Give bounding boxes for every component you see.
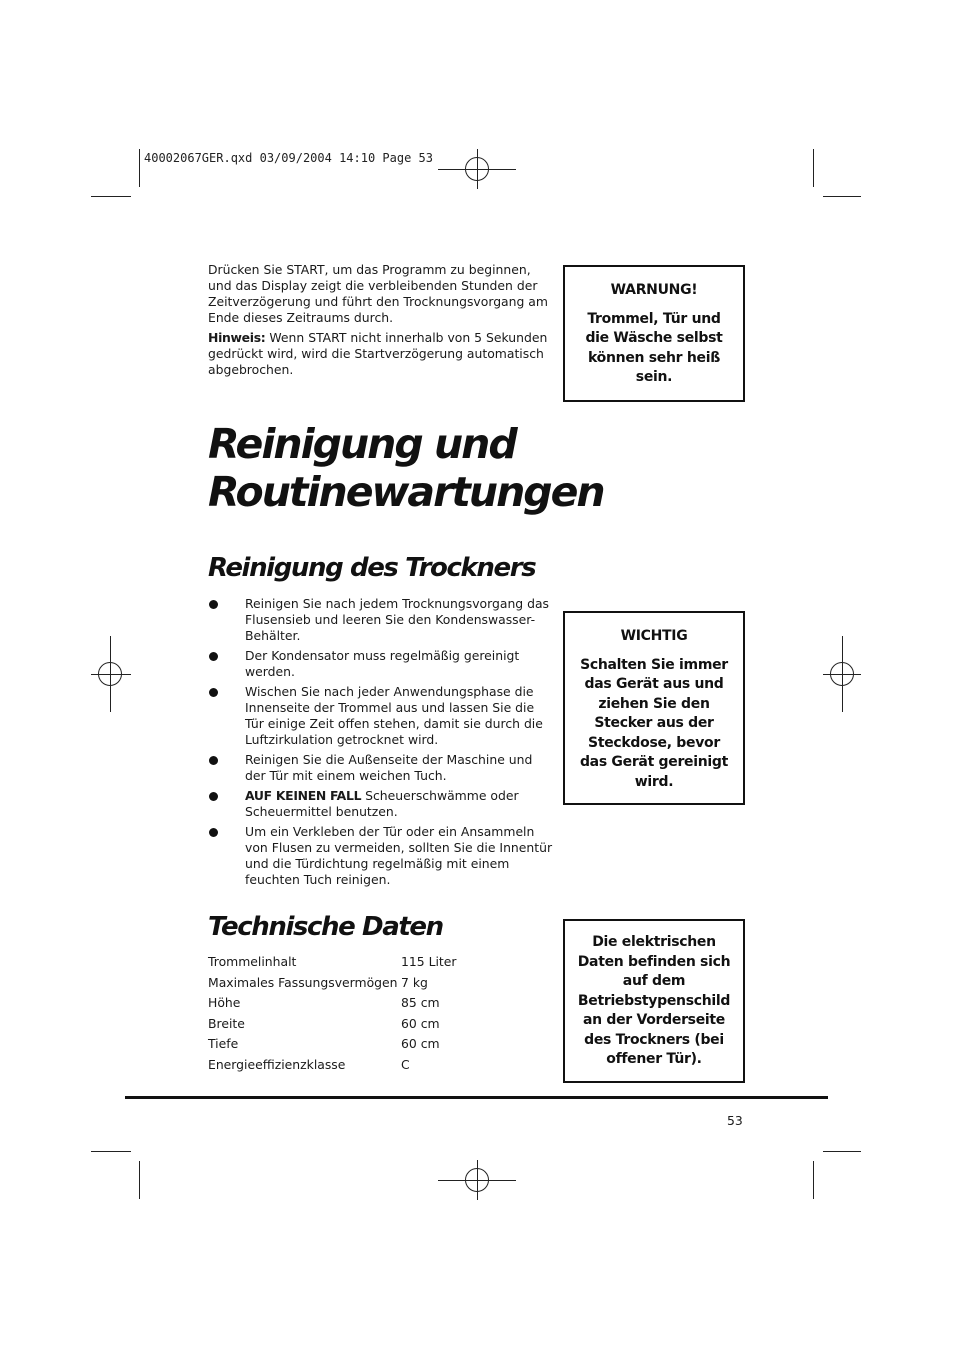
intro-paragraph: Drücken Sie START, um das Programm zu beginnen, und das Display zeigt die verbleibenden Stunden der Zeitverzögerung und führt den Trocknungsvorgang am Ende dieses Zeitraums durch. bbox=[208, 262, 548, 325]
table-row: Maximales Fassungsvermögen 7 kg bbox=[208, 974, 428, 990]
table-row: Energieeffizienzklasse C bbox=[208, 1056, 410, 1072]
note-text: Wenn START nicht innerhalb von 5 Sekunden gedrückt wird, wird die Startverzögerung automatisch abgebrochen. bbox=[208, 330, 548, 377]
bullet-icon bbox=[209, 756, 218, 765]
bullet-icon bbox=[209, 828, 218, 837]
page-number: 53 bbox=[727, 1113, 743, 1128]
bullet-icon bbox=[209, 600, 218, 609]
cleaning-bullet-list bbox=[208, 596, 556, 892]
electrical-info-box bbox=[563, 919, 745, 1083]
bullet-icon bbox=[209, 652, 218, 661]
intro-section bbox=[208, 262, 553, 382]
bullet-icon bbox=[209, 792, 218, 801]
specs-table bbox=[208, 954, 457, 1078]
important-title: WICHTIG bbox=[620, 628, 688, 644]
list-item: Reinigen Sie nach jedem Trocknungsvorgang das Flusensieb und leeren Sie den Kondenswasser-Behälter. bbox=[208, 596, 556, 644]
cleaning-section-title: Reinigung des Trockners bbox=[208, 553, 536, 583]
list-item: Wischen Sie nach jeder Anwendungsphase die Innenseite der Trommel aus und lassen Sie die Tür einige Zeit offen stehen, damit sie durch die Luftzirkulation getrocknet wird. bbox=[208, 684, 556, 748]
table-row: Breite 60 cm bbox=[208, 1015, 440, 1031]
warning-title: WARNUNG! bbox=[610, 282, 698, 298]
important-box bbox=[563, 611, 745, 805]
warning-box bbox=[563, 265, 745, 402]
file-slug: 40002067GER.qxd 03/09/2004 14:10 Page 53 bbox=[144, 151, 433, 165]
page-title: Reinigung und Routinewartungen bbox=[208, 420, 604, 516]
table-row: Tiefe 60 cm bbox=[208, 1036, 440, 1052]
specs-section-title: Technische Daten bbox=[208, 912, 443, 942]
emphasis-text: AUF KEINEN FALL bbox=[245, 788, 362, 803]
table-row: Trommelinhalt 115 Liter bbox=[208, 954, 457, 969]
bullet-icon bbox=[209, 688, 218, 697]
list-item: Reinigen Sie die Außenseite der Maschine und der Tür mit einem weichen Tuch. bbox=[208, 752, 556, 784]
list-item: Der Kondensator muss regelmäßig gereinigt werden. bbox=[208, 648, 556, 680]
important-text: Schalten Sie immer das Gerät aus und ziehen Sie den Stecker aus der Steckdose, bevor das Gerät gereinigt wird. bbox=[579, 656, 729, 790]
footer-rule bbox=[125, 1096, 828, 1099]
list-item: AUF KEINEN FALL Scheuerschwämme oder Scheuermittel benutzen. bbox=[208, 788, 556, 820]
warning-text: Trommel, Tür und die Wäsche selbst können sehr heiß sein. bbox=[585, 310, 723, 385]
electrical-info-text: Die elektrischen Daten befinden sich auf dem Betriebstypenschild an der Vorderseite des Trockners (bei offener Tür). bbox=[577, 934, 731, 1067]
list-item: Um ein Verkleben der Tür oder ein Ansammeln von Flusen zu vermeiden, sollten Sie die Innentür und die Türdichtung regelmäßig mit einem feuchten Tuch reinigen. bbox=[208, 824, 556, 888]
note-label: Hinweis: bbox=[208, 330, 266, 345]
table-row: Höhe 85 cm bbox=[208, 995, 440, 1011]
intro-note bbox=[208, 330, 553, 378]
